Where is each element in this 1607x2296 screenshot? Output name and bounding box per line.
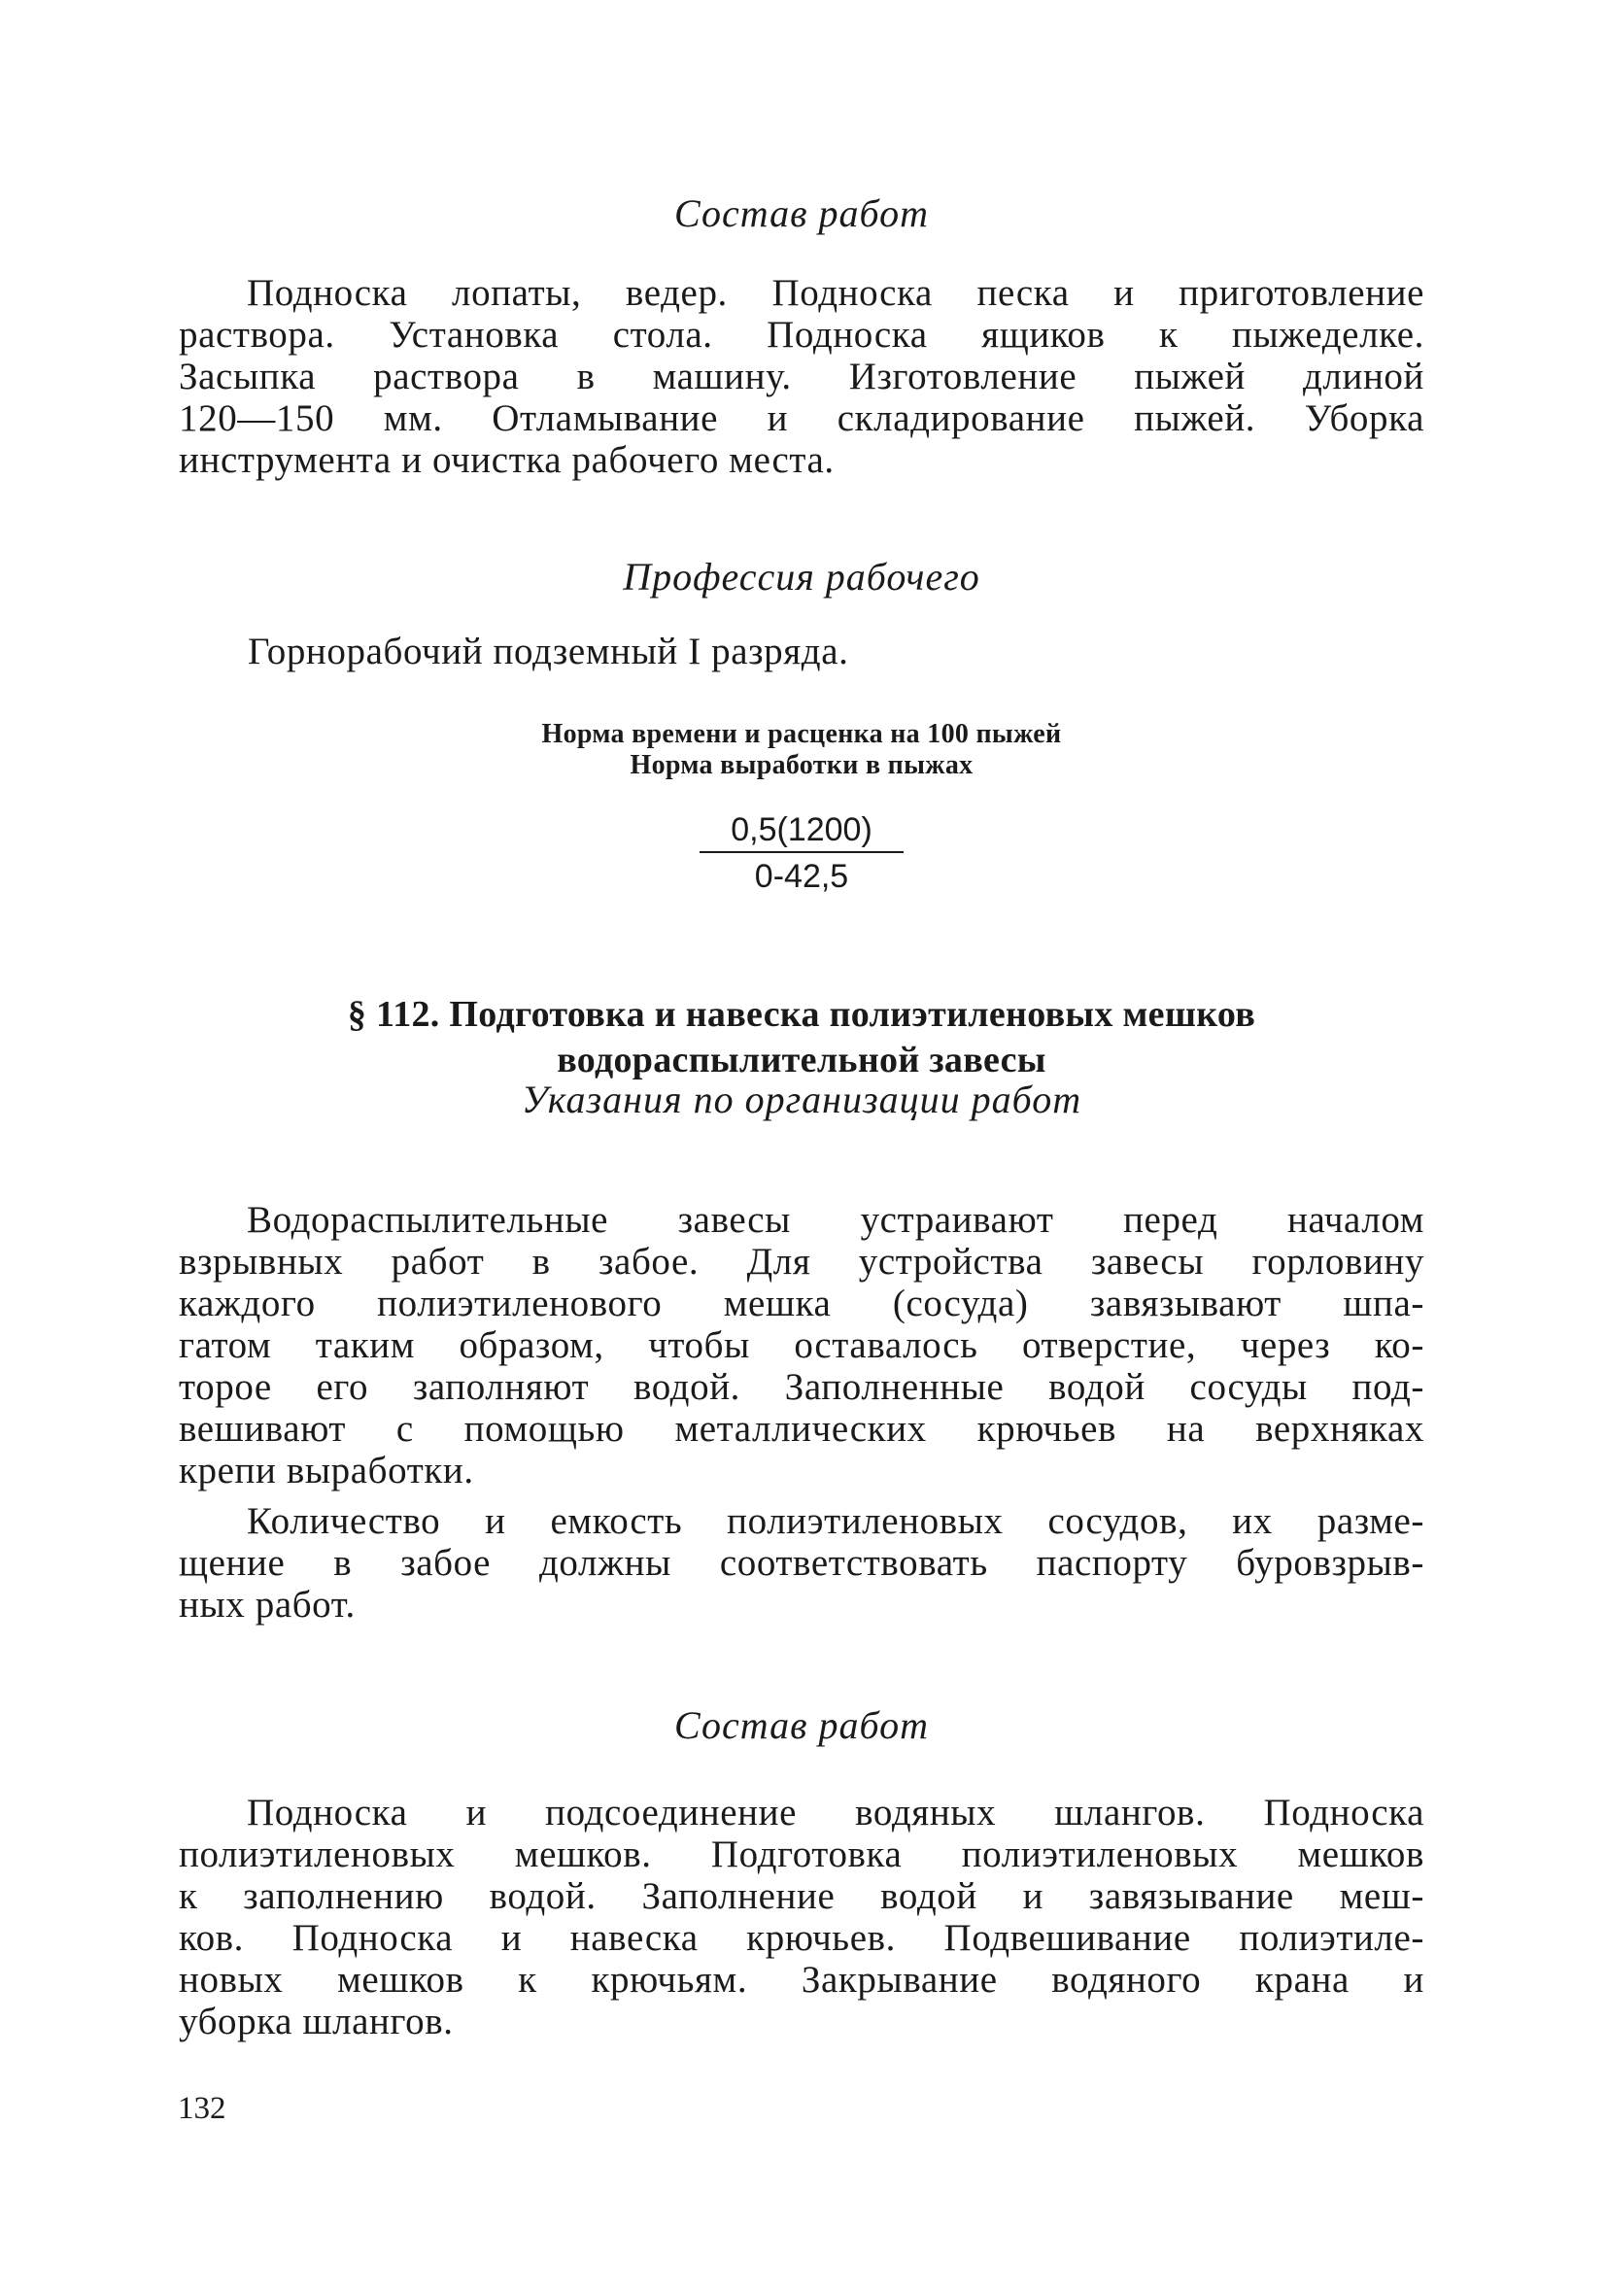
work-composition-heading-2: Состав работ xyxy=(674,1703,929,1747)
text-line: раствора. Установка стола. Подноска ящиков к пыжеделке. xyxy=(179,314,1424,356)
text-line: гатом таким образом, чтобы оставалось отверстие, через ко- xyxy=(179,1324,1424,1366)
work-composition-paragraph-2 xyxy=(179,1792,1424,2042)
work-composition-heading-1: Состав работ xyxy=(674,191,929,235)
text-line: вешивают с помощью металлических крючьев на верхняках xyxy=(179,1408,1424,1450)
profession-heading: Профессия рабочего xyxy=(623,555,980,599)
text-line: Подноска лопаты, ведер. Подноска песка и приготовление xyxy=(247,272,1424,314)
text-line: инструмента и очистка рабочего места. xyxy=(179,439,835,481)
section-title-line-2: водораспылительной завесы xyxy=(557,1040,1046,1080)
instructions-heading: Указания по организации работ xyxy=(521,1078,1082,1121)
text-line: крепи выработки. xyxy=(179,1450,474,1491)
text-line: 120—150 мм. Отламывание и складирование пыжей. Уборка xyxy=(179,397,1424,439)
text-line: ков. Подноска и навеска крючьев. Подвешивание полиэтиле- xyxy=(179,1917,1424,1959)
text-line: Засыпка раствора в машину. Изготовление пыжей длиной xyxy=(179,356,1424,397)
text-line: ных работ. xyxy=(179,1584,356,1626)
text-line: уборка шлангов. xyxy=(179,2001,454,2042)
instructions-paragraph-2 xyxy=(179,1500,1424,1626)
text-line: полиэтиленовых мешков. Подготовка полиэтиленовых мешков xyxy=(179,1833,1424,1875)
text-line: Количество и емкость полиэтиленовых сосудов, их разме- xyxy=(247,1500,1424,1542)
norm-title-line-2: Норма выработки в пыжах xyxy=(630,750,974,780)
norm-fraction xyxy=(700,810,904,896)
profession-text: Горнорабочий подземный I разряда. xyxy=(248,631,849,672)
instructions-paragraph-1 xyxy=(179,1199,1424,1491)
text-line: взрывных работ в забое. Для устройства завесы горловину xyxy=(179,1241,1424,1283)
text-line: новых мешков к крючьям. Закрывание водяного крана и xyxy=(179,1959,1424,2001)
page-number: 132 xyxy=(178,2091,226,2126)
text-line: каждого полиэтиленового мешка (сосуда) завязывают шпа- xyxy=(179,1283,1424,1324)
text-line: Подноска и подсоединение водяных шлангов. Подноска xyxy=(247,1792,1424,1833)
text-line: к заполнению водой. Заполнение водой и завязывание меш- xyxy=(179,1875,1424,1917)
fraction-numerator: 0,5(1200) xyxy=(700,810,904,853)
text-line: торое его заполняют водой. Заполненные водой сосуды под- xyxy=(179,1366,1424,1408)
text-line: щение в забое должны соответствовать паспорту буровзрыв- xyxy=(179,1542,1424,1584)
norm-title-line-1: Норма времени и расценка на 100 пыжей xyxy=(541,719,1062,749)
text-line: Водораспылительные завесы устраивают перед началом xyxy=(247,1199,1424,1241)
fraction-denominator: 0-42,5 xyxy=(754,858,849,895)
work-composition-paragraph-1 xyxy=(179,272,1424,481)
section-title-line-1: § 112. Подготовка и навеска полиэтиленовых мешков xyxy=(347,994,1256,1035)
